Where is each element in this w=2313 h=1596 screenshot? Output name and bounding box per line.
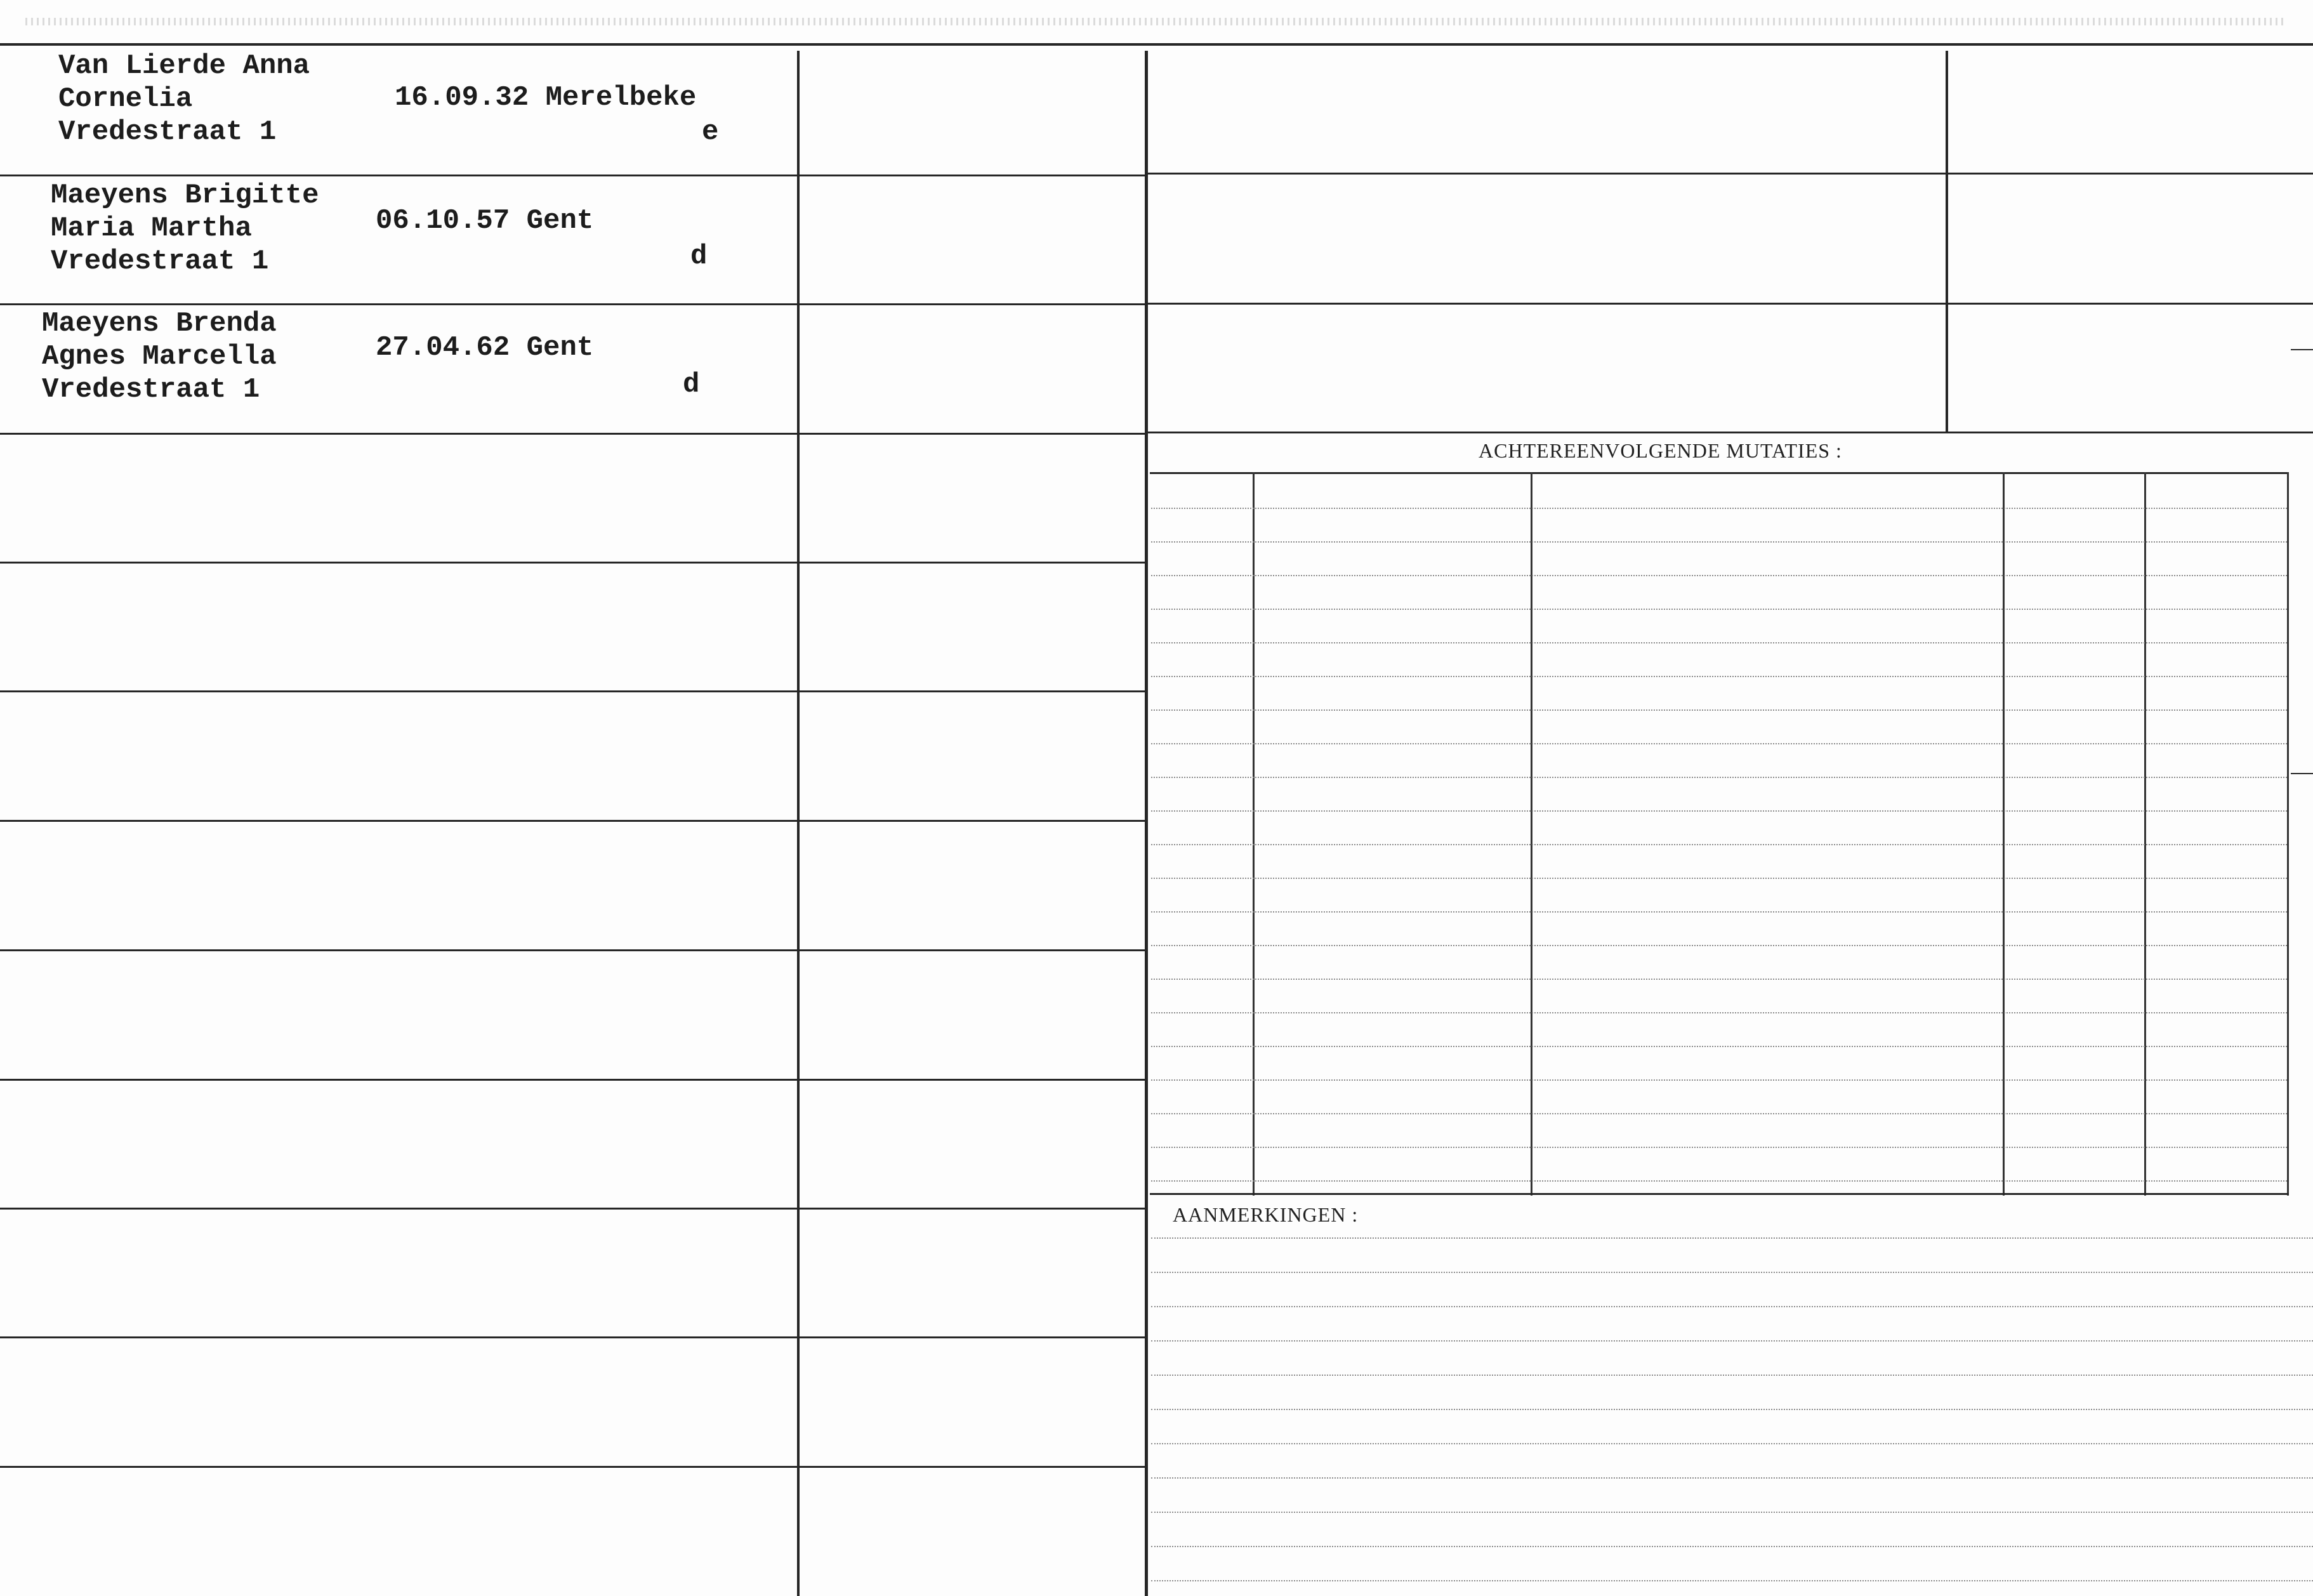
row-rule	[0, 949, 797, 951]
dotted-line	[1151, 1237, 2313, 1239]
record-birth: 16.09.32 Merelbeke	[395, 82, 697, 114]
record-given-names: Cornelia	[58, 83, 193, 115]
row-rule	[800, 1208, 1145, 1210]
record-code: d	[683, 369, 700, 400]
margin-tick	[2291, 349, 2313, 350]
right-row-rule	[1147, 173, 2313, 175]
row-rule	[0, 562, 797, 564]
dotted-line	[1151, 1375, 2313, 1376]
dotted-line	[1151, 1306, 2313, 1307]
row-rule	[0, 690, 797, 692]
dotted-line	[1151, 642, 2287, 643]
record-birth: 27.04.62 Gent	[376, 332, 594, 364]
row-rule	[800, 820, 1145, 822]
dotted-line	[1151, 575, 2287, 576]
row-rule	[0, 1208, 797, 1210]
row-rule	[800, 690, 1145, 692]
dotted-line	[1151, 541, 2287, 543]
row-rule	[0, 820, 797, 822]
middle-column-divider	[1145, 51, 1148, 1596]
row-rule	[800, 433, 1145, 435]
row-rule	[0, 1466, 797, 1468]
mutaties-col-divider	[2144, 472, 2146, 1196]
record-address: Vredestraat 1	[51, 246, 269, 277]
row-rule	[0, 1336, 797, 1338]
dotted-line	[1151, 810, 2287, 812]
dotted-line	[1151, 709, 2287, 711]
row-rule	[800, 1336, 1145, 1338]
dotted-line	[1151, 1580, 2313, 1581]
mutaties-heading: ACHTEREENVOLGENDE MUTATIES :	[1479, 439, 1842, 462]
record-address: Vredestraat 1	[42, 374, 260, 406]
row-rule	[800, 562, 1145, 564]
dotted-line	[1151, 945, 2287, 946]
row-rule	[800, 303, 1145, 305]
row-rule	[800, 1079, 1145, 1081]
mutaties-col-divider	[1253, 472, 1255, 1196]
row-rule	[0, 303, 797, 305]
row-rule	[800, 949, 1145, 951]
dotted-line	[1151, 1147, 2287, 1148]
record-code: e	[702, 116, 719, 148]
mutaties-col-divider	[2003, 472, 2005, 1196]
row-rule	[0, 1079, 797, 1081]
row-rule	[800, 1466, 1145, 1468]
dotted-line	[1151, 1546, 2313, 1547]
mutaties-col-divider	[1531, 472, 1532, 1196]
dotted-line	[1151, 1409, 2313, 1410]
dotted-line	[1151, 1113, 2287, 1114]
dotted-line	[1151, 911, 2287, 913]
scan-noise-top	[25, 18, 2284, 25]
dotted-line	[1151, 1046, 2287, 1047]
record-birth: 06.10.57 Gent	[376, 205, 594, 237]
dotted-line	[1151, 1012, 2287, 1013]
dotted-line	[1151, 676, 2287, 677]
mutaties-col-divider	[2287, 472, 2289, 1196]
dotted-line	[1151, 508, 2287, 509]
mutaties-top-rule	[1150, 472, 2289, 474]
dotted-line	[1151, 777, 2287, 778]
record-given-names: Maria Martha	[51, 213, 252, 244]
top-rule	[0, 43, 2313, 46]
row-rule	[800, 175, 1145, 176]
dotted-line	[1151, 1272, 2313, 1273]
record-given-names: Agnes Marcella	[42, 341, 277, 373]
dotted-line	[1151, 1180, 2287, 1182]
row-rule	[0, 175, 797, 176]
right-column-divider	[1946, 51, 1948, 432]
aanmerkingen-heading: AANMERKINGEN :	[1173, 1203, 1359, 1226]
record-name: Maeyens Brenda	[42, 308, 277, 340]
record-code: d	[690, 241, 708, 272]
dotted-line	[1151, 1443, 2313, 1444]
dotted-line	[1151, 1512, 2313, 1513]
right-row-rule	[1147, 432, 2313, 433]
dotted-line	[1151, 844, 2287, 845]
dotted-line	[1151, 743, 2287, 744]
row-rule	[0, 433, 797, 435]
dotted-line	[1151, 1079, 2287, 1081]
record-name: Van Lierde Anna	[58, 50, 310, 82]
dotted-line	[1151, 1340, 2313, 1342]
dotted-line	[1151, 1477, 2313, 1479]
mutaties-bottom-rule	[1150, 1193, 2289, 1195]
left-column-divider	[797, 51, 800, 1596]
right-row-rule	[1147, 303, 2313, 305]
dotted-line	[1151, 878, 2287, 879]
margin-tick	[2291, 773, 2313, 774]
dotted-line	[1151, 609, 2287, 610]
record-address: Vredestraat 1	[58, 116, 277, 148]
dotted-line	[1151, 979, 2287, 980]
record-name: Maeyens Brigitte	[51, 180, 319, 211]
